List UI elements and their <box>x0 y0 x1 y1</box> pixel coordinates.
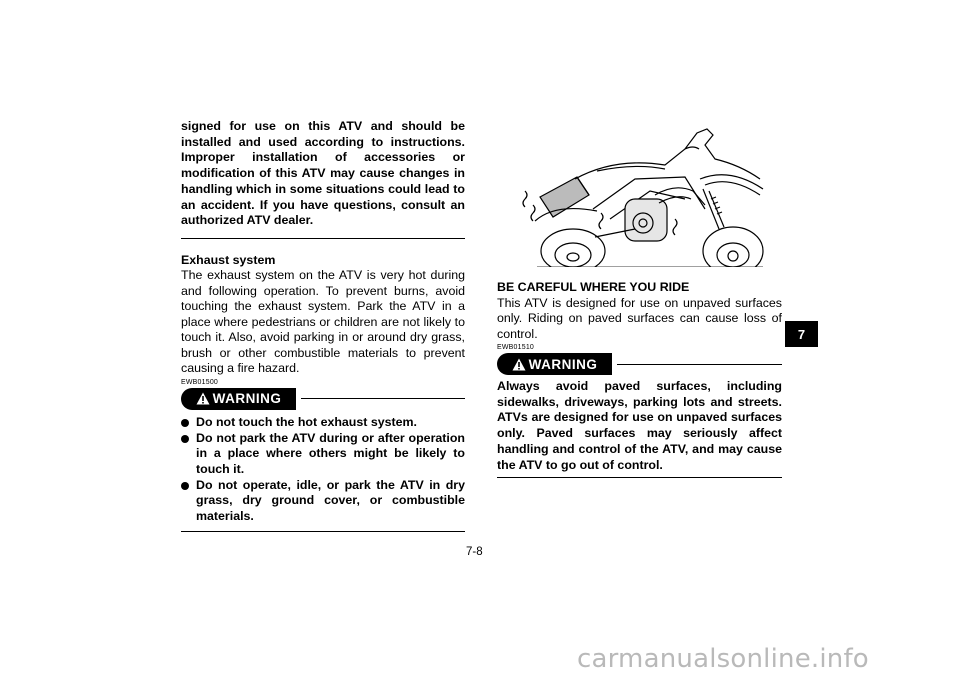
bullet-icon <box>181 419 189 427</box>
page-number: 7-8 <box>466 546 483 558</box>
intro-warning-text: signed for use on this ATV and should be installed and used according to instructions. Improper installation of accessories or modification of this ATV may cause changes in handling which in some situations could lead to an accident. If you have questions, consult an authorized ATV dealer. <box>181 119 465 228</box>
list-item: Do not touch the hot exhaust system. <box>181 415 465 431</box>
warning-rule <box>301 398 465 399</box>
divider <box>181 238 465 239</box>
divider <box>181 531 465 532</box>
warning-code: EWB01500 <box>181 378 219 386</box>
right-column <box>497 119 782 478</box>
ride-heading: BE CAREFUL WHERE YOU RIDE <box>497 280 690 294</box>
divider <box>497 477 782 478</box>
ride-warning-text: Always avoid paved surfaces, including sidewalks, driveways, parking lots and streets. ATVs are designed for use on unpaved surfaces only. Paved surfaces may seriously affect handling and control of the ATV, and may cause the ATV to go out of control. <box>497 379 782 472</box>
warning-list <box>181 415 465 525</box>
ride-body: This ATV is designed for use on unpaved surfaces only. Riding on paved surfaces can cause loss of control. <box>497 295 782 341</box>
chapter-tab: 7 <box>785 321 818 347</box>
warning-label: WARNING <box>528 356 598 372</box>
warning-triangle-icon <box>196 392 210 405</box>
left-column <box>181 119 465 532</box>
list-item: Do not park the ATV during or after operation in a place where others might be likely to touch it. <box>181 431 465 478</box>
warning-badge <box>497 353 612 375</box>
warning-rule <box>617 364 782 365</box>
watermark: carmanualsonline.info <box>577 644 869 674</box>
warning-label: WARNING <box>212 391 282 407</box>
warning-triangle-icon <box>512 358 526 371</box>
list-item: Do not operate, idle, or park the ATV in dry grass, dry ground cover, or combustible materials. <box>181 478 465 525</box>
bullet-icon <box>181 435 189 443</box>
warning-header <box>181 388 465 410</box>
warning-header <box>497 353 782 375</box>
warning-badge <box>181 388 296 410</box>
exhaust-body: The exhaust system on the ATV is very hot during and following operation. To prevent burns, avoid touching the exhaust system. Park the ATV in a place where pedestrians or children are not likely to touch it. Also, avoid parking in or around dry grass, brush or other combustible materials to prevent causing a fire hazard. <box>181 268 465 376</box>
exhaust-heading: Exhaust system <box>181 252 276 267</box>
atv-illustration <box>515 119 765 267</box>
warning-code: EWB01510 <box>497 344 535 351</box>
bullet-icon <box>181 482 189 490</box>
